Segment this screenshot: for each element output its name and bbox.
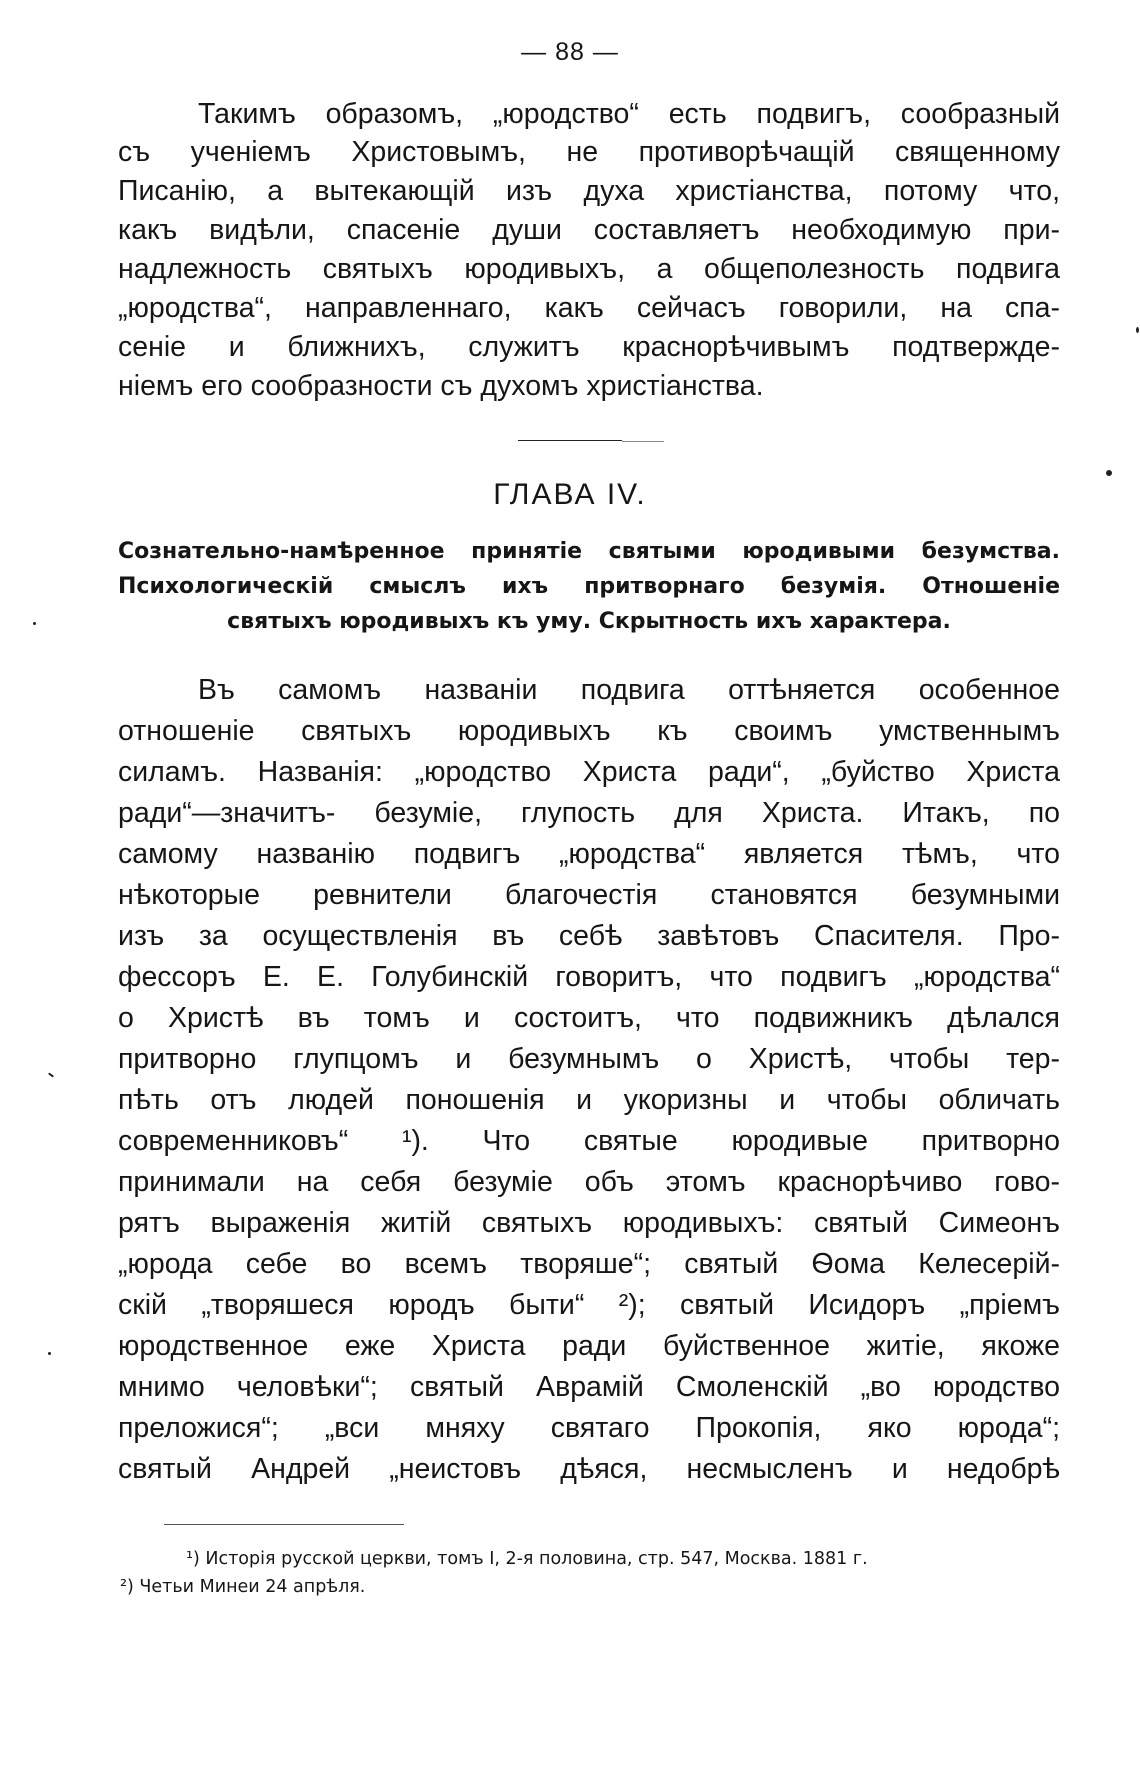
paragraph-2-line-11: пѣть отъ людей поношенія и укоризны и чтобы обличать	[118, 1084, 1060, 1116]
paragraph-2-line-7: изъ за осуществленія въ себѣ завѣтовъ Спасителя. Про-	[118, 920, 1060, 952]
paragraph-1-line-6: „юродства“, направленнаго, какъ сейчасъ говорили, на спа-	[118, 292, 1060, 324]
paragraph-1-line-4: какъ видѣли, спасеніе души составляетъ необходимую при-	[118, 214, 1060, 246]
footnote-separator	[164, 1524, 404, 1525]
chapter-subtitle-line-1: Сознательно-намѣренное принятіе святыми юродивыми безумства.	[118, 539, 1060, 564]
paragraph-2-line-16: скій „творяшеся юродъ быти“ ²); святый Исидоръ „пріемъ	[118, 1289, 1060, 1321]
paragraph-2-line-19: преложися“; „вси мняху святаго Прокопія, яко юрода“;	[118, 1412, 1060, 1444]
scan-speck	[48, 1352, 51, 1355]
paragraph-2-line-14: рятъ выраженія житій святыхъ юродивыхъ: святый Симеонъ	[118, 1207, 1060, 1239]
paragraph-2-line-3: силамъ. Названія: „юродство Христа ради“, „буйство Христа	[118, 756, 1060, 788]
paragraph-1-line-7: сеніе и ближнихъ, служитъ краснорѣчивымъ подтвержде-	[118, 331, 1060, 363]
paragraph-2-line-4: ради“—значитъ- безуміе, глупость для Христа. Итакъ, по	[118, 797, 1060, 829]
section-divider-tail	[622, 441, 664, 442]
footnote-2: ²) Четьи Минеи 24 апрѣля.	[120, 1577, 366, 1597]
footnote-1: ¹) Исторія русской церкви, томъ I, 2-я половина, стр. 547, Москва. 1881 г.	[186, 1549, 868, 1569]
paragraph-2-line-13: принимали на себя безуміе объ этомъ краснорѣчиво гово-	[118, 1166, 1060, 1198]
paragraph-2-line-1: Въ самомъ названіи подвига оттѣняется особенное	[198, 674, 1060, 706]
paragraph-2-line-9: о Христѣ въ томъ и состоитъ, что подвижникъ дѣлался	[118, 1002, 1060, 1034]
paragraph-1-line-2: съ ученіемъ Христовымъ, не противорѣчащій священному	[118, 136, 1060, 168]
paragraph-1-line-5: надлежность святыхъ юродивыхъ, а общеполезность подвига	[118, 253, 1060, 285]
chapter-subtitle-line-3: святыхъ юродивыхъ къ уму. Скрытность ихъ характера.	[227, 609, 951, 634]
paragraph-2-line-15: „юрода себе во всемъ творяше“; святый Ѳома Келесерій-	[118, 1248, 1060, 1280]
chapter-title: ГЛАВА IV.	[493, 478, 647, 511]
section-divider	[518, 440, 622, 441]
paragraph-2-line-8: фессоръ Е. Е. Голубинскій говоритъ, что подвигъ „юродства“	[118, 961, 1060, 993]
scan-speck	[1136, 327, 1139, 333]
paragraph-2-line-6: нѣкоторые ревнители благочестія становятся безумными	[118, 879, 1060, 911]
scan-speck	[1106, 470, 1112, 476]
paragraph-2-line-17: юродственное еже Христа ради буйственное житіе, якоже	[118, 1330, 1060, 1362]
paragraph-2-line-12: современниковъ“ ¹). Что святые юродивые притворно	[118, 1125, 1060, 1157]
paragraph-2-line-5: самому названію подвигъ „юродства“ является тѣмъ, что	[118, 838, 1060, 870]
paragraph-2-line-18: мнимо человѣки“; святый Аврамій Смоленскій „во юродство	[118, 1371, 1060, 1403]
paragraph-2-line-20: святый Андрей „неистовъ дѣяся, несмысленъ и недобрѣ	[118, 1453, 1060, 1485]
scan-speck	[33, 622, 36, 625]
paragraph-1-line-1: Такимъ образомъ, „юродство“ есть подвигъ, сообразный	[198, 98, 1060, 130]
chapter-subtitle-line-2: Психологическій смыслъ ихъ притворнаго безумія. Отношеніе	[118, 574, 1060, 599]
page-number: — 88 —	[521, 38, 619, 66]
paragraph-1-line-3: Писанію, а вытекающій изъ духа христіанства, потому что,	[118, 175, 1060, 207]
paragraph-2-line-2: отношеніе святыхъ юродивыхъ къ своимъ умственнымъ	[118, 715, 1060, 747]
scan-speck	[48, 1072, 54, 1077]
paragraph-2-line-10: притворно глупцомъ и безумнымъ о Христѣ, чтобы тер-	[118, 1043, 1060, 1075]
paragraph-1-line-8: ніемъ его сообразности съ духомъ христіанства.	[118, 370, 764, 402]
